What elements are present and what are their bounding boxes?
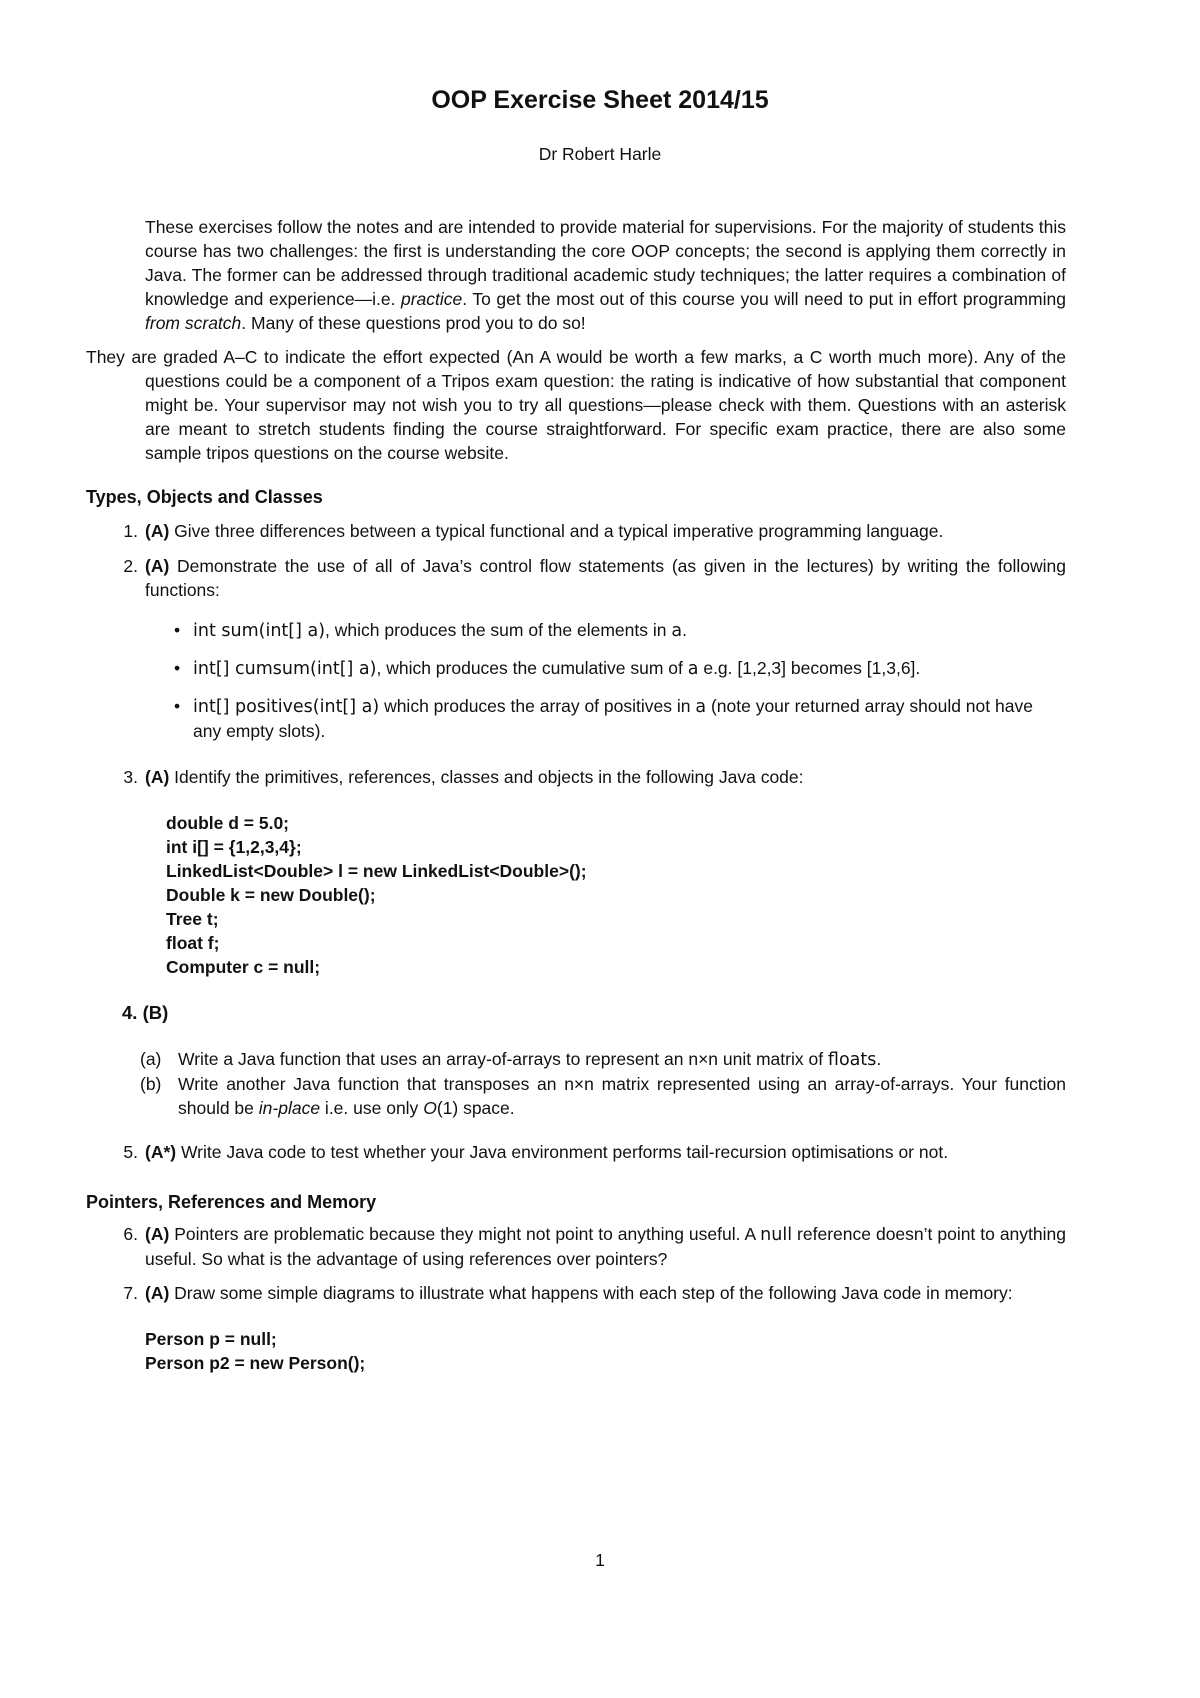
code-line: Double k = new Double(); [166,885,376,905]
intro-paragraph-2: They are graded A–C to indicate the effort expected (An A would be worth a few marks, a C worth much more). Any of the questions could be a component of a Tripos exam question: the rating is indicative of how substantial that component might be. Your supervisor may not wish you to try all questions—please check with them. Questions with an asterisk are meant to stretch students finding the course straightforward. For specific exam practice, there are also some sample tripos questions on the course website. [86,347,1066,463]
sub-label: (a) [140,1049,162,1069]
question-grade: (A) [145,556,170,576]
question-grade: (A) [145,767,170,787]
page-number: 1 [595,1550,605,1570]
question-4a: (a) Write a Java function that uses an array-of-arrays to represent an n×n unit matrix of floats. [140,1049,882,1070]
question-7: 7. (A) Draw some simple diagrams to illustrate what happens with each step of the following Java code in memory: [86,1281,1066,1305]
question-grade: (A) [145,1283,170,1303]
question-number: 2. [123,556,138,576]
code-line: double d = 5.0; [166,813,290,833]
list-item: • int[] cumsum(int[] a), which produces the cumulative sum of a e.g. [1,2,3] becomes [1,3,6]. [174,658,921,679]
page-title: OOP Exercise Sheet 2014/15 [431,86,769,114]
question-2: 2. (A) Demonstrate the use of all of Java’s control flow statements (as given in the lectures) by writing the following functions: [86,554,1066,602]
question-grade: (B) [142,1002,169,1023]
code-line: Person p = null; [145,1329,277,1349]
section-heading-pointers: Pointers, References and Memory [86,1192,377,1212]
list-item: • int sum(int[] a), which produces the sum of the elements in a. [174,620,687,641]
code-line: LinkedList<Double> l = new LinkedList<Double>(); [166,861,587,881]
question-4b: (b) Write another Java function that transposes an n×n matrix represented using an array-of-arrays. Your function should be in-place i.e. use only O(1) space. [140,1074,1066,1118]
question-5: 5. (A*) Write Java code to test whether your Java environment performs tail-recursion optimisations or not. [86,1140,1066,1164]
document-body [86,215,1066,1375]
code-line: float f; [166,933,220,953]
list-item: • int[] positives(int[] a) which produces the array of positives in a (note your returned array should not have any empty slots). [174,696,1033,741]
bullet-icon: • [174,696,181,716]
bullet-icon: • [174,658,181,678]
question-grade: (A*) [145,1142,177,1162]
code-line: int i[] = {1,2,3,4}; [166,837,302,857]
question-3: 3. (A) Identify the primitives, references, classes and objects in the following Java code: [86,765,1066,789]
bullet-icon: • [174,620,181,640]
question-grade: (A) [145,1224,170,1244]
function-list [86,618,1066,743]
question-4 [86,1001,1066,1025]
sub-label: (b) [140,1074,162,1094]
section-heading-types: Types, Objects and Classes [86,487,323,507]
question-grade: (A) [145,521,170,541]
question-number: 1. [123,521,138,541]
author: Dr Robert Harle [538,144,662,164]
code-line: Person p2 = new Person(); [145,1353,366,1373]
question-number: 6. [123,1224,138,1244]
intro-paragraph-1: These exercises follow the notes and are intended to provide material for supervisions. For the majority of students this course has two challenges: the first is understanding the core OOP concepts; the second is applying them correctly in Java. The former can be addressed through traditional academic study techniques; the latter requires a combination of knowledge and experience—i.e. practice. To get the most out of this course you will need to put in effort programming from scratch. Many of these questions prod you to do so! [145,217,1066,333]
question-number: 5. [123,1142,138,1162]
question-6: 6. (A) Pointers are problematic because they might not point to anything useful. A null reference doesn’t point to anything useful. So what is the advantage of using references over pointers? [86,1222,1066,1271]
code-block-q7 [145,1327,1066,1375]
question-1: 1. (A) Give three differences between a typical functional and a typical imperative programming language. [86,519,1066,543]
code-block-q3 [166,811,1066,979]
question-number: 4. [122,1002,138,1023]
code-line: Tree t; [166,909,219,929]
code-line: Computer c = null; [166,957,321,977]
question-number: 3. [123,767,138,787]
question-number: 7. [123,1283,138,1303]
